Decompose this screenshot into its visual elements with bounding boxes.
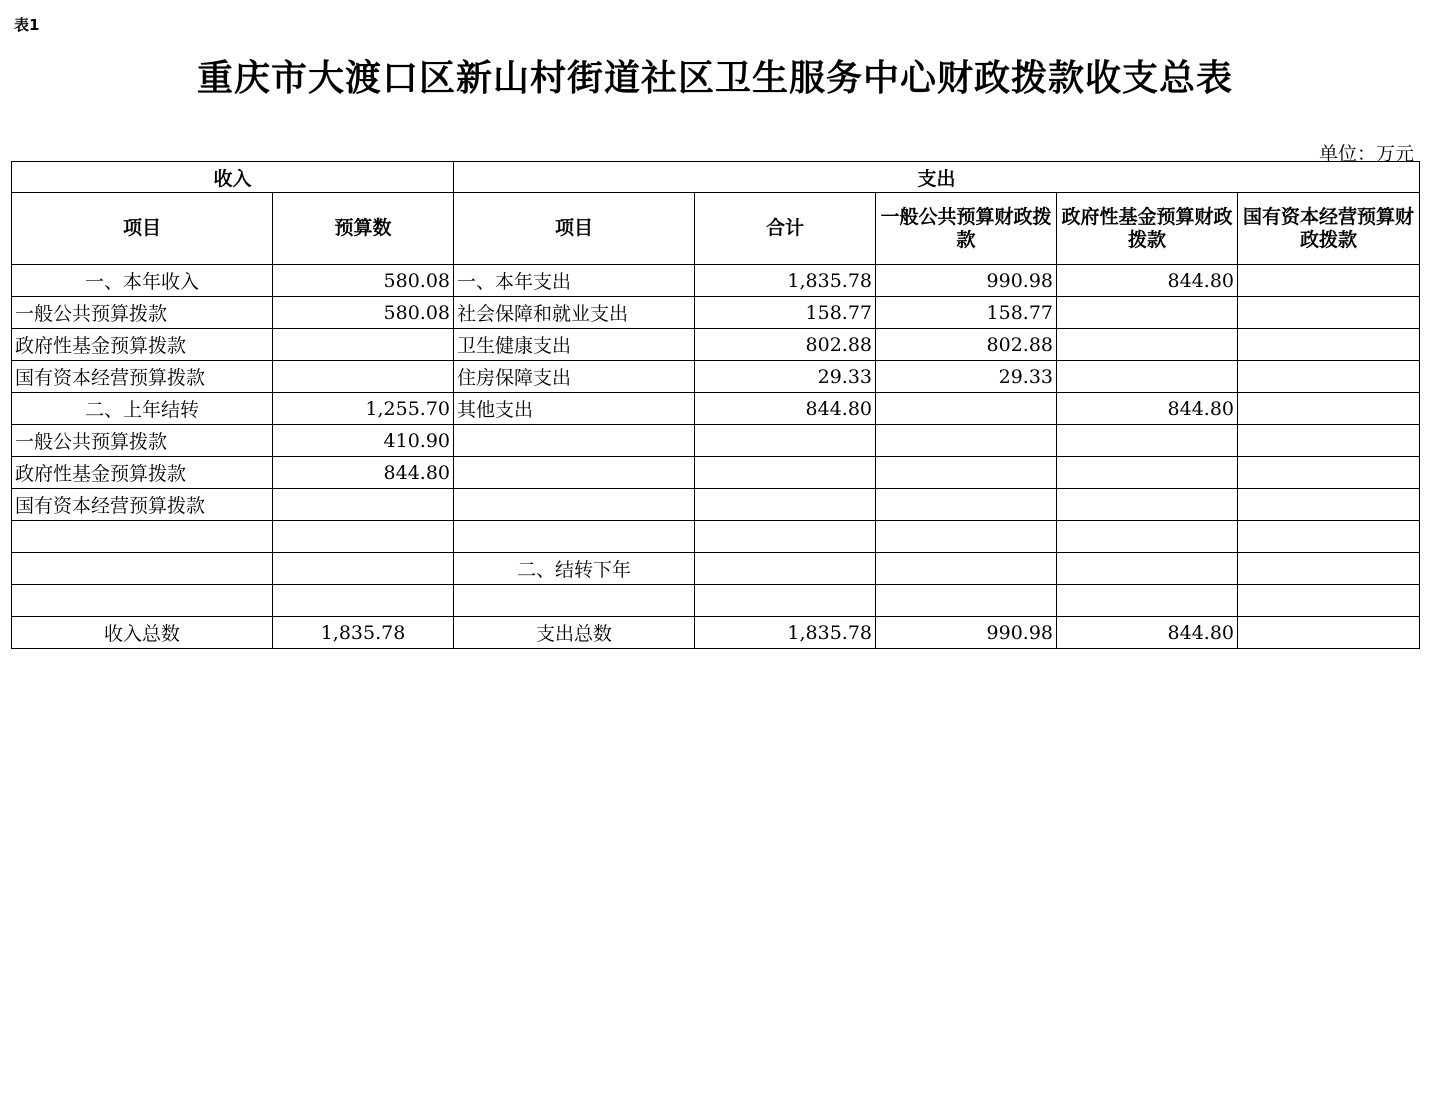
table-row: [12, 617, 1420, 649]
cell-expense-item: [454, 585, 695, 617]
cell-income-budget: 1,835.78: [273, 617, 454, 649]
cell-state-capital-amount: [1238, 393, 1420, 425]
table-row: [12, 425, 1420, 457]
cell-gov-fund-amount: 844.80: [1057, 265, 1238, 297]
cell-state-capital-amount: [1238, 361, 1420, 393]
cell-expense-item: 其他支出: [454, 393, 695, 425]
section-header-row: [12, 162, 1420, 193]
cell-general-public-amount: 158.77: [876, 297, 1057, 329]
cell-state-capital-amount: [1238, 457, 1420, 489]
cell-expense-total: 844.80: [695, 393, 876, 425]
cell-state-capital-amount: [1238, 297, 1420, 329]
cell-income-budget: 410.90: [273, 425, 454, 457]
cell-expense-item: [454, 425, 695, 457]
col-header-expense-item: 项目: [454, 193, 695, 265]
cell-gov-fund-amount: [1057, 521, 1238, 553]
cell-general-public-amount: [876, 489, 1057, 521]
cell-general-public-amount: 990.98: [876, 265, 1057, 297]
cell-gov-fund-amount: [1057, 425, 1238, 457]
cell-expense-total: [695, 553, 876, 585]
col-header-gov-fund: 政府性基金预算财政拨款: [1057, 193, 1238, 265]
cell-income-item: [12, 521, 273, 553]
cell-income-item: 收入总数: [12, 617, 273, 649]
cell-expense-total: [695, 457, 876, 489]
table-row: [12, 329, 1420, 361]
cell-expense-item: 二、结转下年: [454, 553, 695, 585]
cell-general-public-amount: [876, 553, 1057, 585]
cell-income-budget: 580.08: [273, 265, 454, 297]
col-header-total: 合计: [695, 193, 876, 265]
income-section-header: 收入: [12, 162, 454, 193]
cell-gov-fund-amount: [1057, 489, 1238, 521]
cell-state-capital-amount: [1238, 265, 1420, 297]
cell-income-item: [12, 585, 273, 617]
cell-gov-fund-amount: 844.80: [1057, 617, 1238, 649]
cell-state-capital-amount: [1238, 489, 1420, 521]
table-row: [12, 521, 1420, 553]
cell-income-budget: [273, 521, 454, 553]
unit-label: 单位：万元: [1318, 143, 1414, 165]
cell-income-budget: [273, 361, 454, 393]
cell-expense-item: [454, 457, 695, 489]
cell-expense-total: 802.88: [695, 329, 876, 361]
column-header-row: [12, 193, 1420, 265]
cell-income-budget: [273, 329, 454, 361]
cell-gov-fund-amount: 844.80: [1057, 393, 1238, 425]
col-header-general-public: 一般公共预算财政拨款: [876, 193, 1057, 265]
cell-state-capital-amount: [1238, 329, 1420, 361]
cell-expense-total: [695, 521, 876, 553]
cell-expense-total: 1,835.78: [695, 265, 876, 297]
cell-income-budget: 580.08: [273, 297, 454, 329]
cell-income-item: 国有资本经营预算拨款: [12, 489, 273, 521]
table-row: [12, 265, 1420, 297]
cell-general-public-amount: [876, 425, 1057, 457]
cell-expense-item: [454, 489, 695, 521]
table-row: [12, 553, 1420, 585]
cell-general-public-amount: [876, 457, 1057, 489]
cell-income-item: 一、本年收入: [12, 265, 273, 297]
cell-income-budget: [273, 489, 454, 521]
cell-income-budget: 1,255.70: [273, 393, 454, 425]
table-row: [12, 361, 1420, 393]
cell-gov-fund-amount: [1057, 361, 1238, 393]
cell-income-budget: [273, 585, 454, 617]
cell-gov-fund-amount: [1057, 297, 1238, 329]
cell-income-item: 一般公共预算拨款: [12, 425, 273, 457]
cell-expense-item: 社会保障和就业支出: [454, 297, 695, 329]
cell-income-item: [12, 553, 273, 585]
cell-state-capital-amount: [1238, 553, 1420, 585]
cell-gov-fund-amount: [1057, 457, 1238, 489]
col-header-income-item: 项目: [12, 193, 273, 265]
cell-income-item: 政府性基金预算拨款: [12, 457, 273, 489]
col-header-state-capital: 国有资本经营预算财政拨款: [1238, 193, 1420, 265]
col-header-income-budget: 预算数: [273, 193, 454, 265]
table-number: 表1: [14, 16, 40, 34]
cell-expense-total: [695, 585, 876, 617]
cell-expense-item: [454, 521, 695, 553]
cell-state-capital-amount: [1238, 425, 1420, 457]
table-row: [12, 489, 1420, 521]
cell-expense-total: [695, 425, 876, 457]
cell-income-item: 政府性基金预算拨款: [12, 329, 273, 361]
table-row: [12, 297, 1420, 329]
cell-state-capital-amount: [1238, 521, 1420, 553]
cell-income-item: 国有资本经营预算拨款: [12, 361, 273, 393]
cell-expense-total: 29.33: [695, 361, 876, 393]
cell-expense-total: [695, 489, 876, 521]
cell-general-public-amount: [876, 393, 1057, 425]
cell-general-public-amount: [876, 585, 1057, 617]
cell-general-public-amount: [876, 521, 1057, 553]
cell-state-capital-amount: [1238, 585, 1420, 617]
cell-income-budget: [273, 553, 454, 585]
cell-general-public-amount: 802.88: [876, 329, 1057, 361]
cell-general-public-amount: 990.98: [876, 617, 1057, 649]
cell-expense-item: 支出总数: [454, 617, 695, 649]
budget-table: [11, 161, 1420, 649]
page-title: 重庆市大渡口区新山村街道社区卫生服务中心财政拨款收支总表: [196, 58, 1233, 99]
table-row: [12, 457, 1420, 489]
table-row: [12, 585, 1420, 617]
cell-expense-total: 158.77: [695, 297, 876, 329]
cell-state-capital-amount: [1238, 617, 1420, 649]
cell-general-public-amount: 29.33: [876, 361, 1057, 393]
cell-expense-item: 住房保障支出: [454, 361, 695, 393]
cell-income-budget: 844.80: [273, 457, 454, 489]
cell-income-item: 二、上年结转: [12, 393, 273, 425]
table-row: [12, 393, 1420, 425]
cell-gov-fund-amount: [1057, 585, 1238, 617]
cell-expense-item: 卫生健康支出: [454, 329, 695, 361]
cell-gov-fund-amount: [1057, 329, 1238, 361]
cell-income-item: 一般公共预算拨款: [12, 297, 273, 329]
cell-expense-total: 1,835.78: [695, 617, 876, 649]
cell-expense-item: 一、本年支出: [454, 265, 695, 297]
expense-section-header: 支出: [454, 162, 1420, 193]
cell-gov-fund-amount: [1057, 553, 1238, 585]
